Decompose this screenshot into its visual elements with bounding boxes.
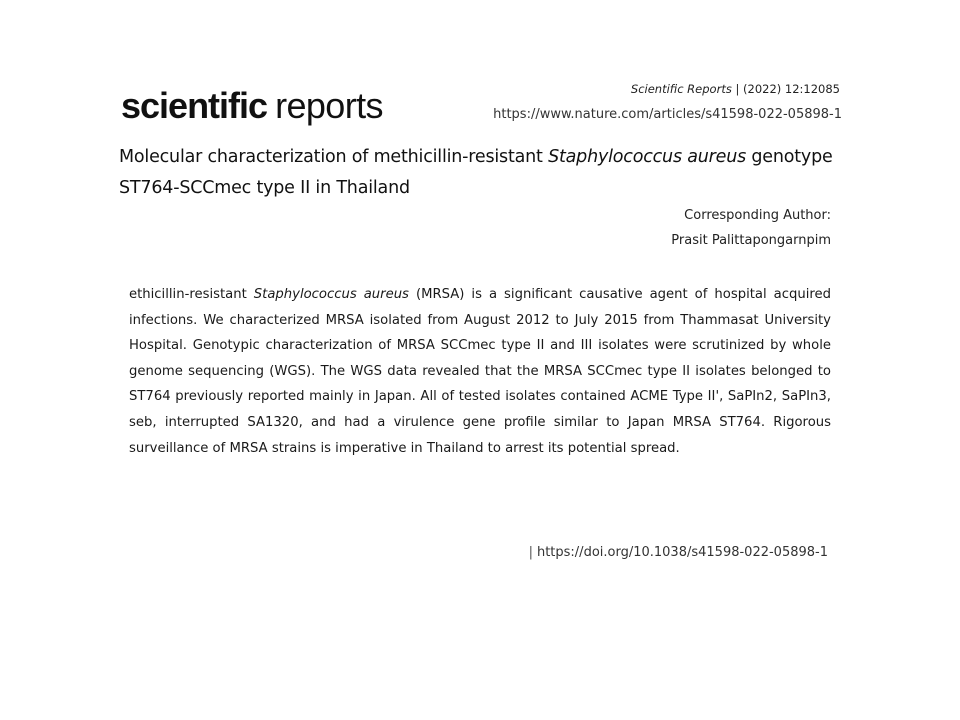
author-label: Corresponding Author:: [684, 208, 831, 223]
logo-word-bold: scientific: [121, 85, 268, 126]
citation-volume: | (2022) 12:12085: [731, 82, 840, 96]
citation-line: [631, 80, 840, 98]
article-title: [119, 142, 849, 204]
journal-logo: [121, 84, 383, 128]
abstract-species: Staphylococcus aureus: [253, 287, 409, 302]
abstract-lead: ethicillin-resistant: [129, 287, 254, 302]
author-name: Prasit Palittapongarnpim: [671, 233, 831, 248]
title-part-2: genotype ST764-SCCmec type II in Thailand: [119, 147, 833, 198]
doi-link[interactable]: https://doi.org/10.1038/s41598-022-05898-1: [536, 545, 828, 560]
logo-word-light: reports: [275, 85, 383, 126]
article-url-link[interactable]: https://www.nature.com/articles/s41598-022-05898-1: [493, 107, 842, 122]
title-species: Staphylococcus aureus: [548, 147, 747, 167]
title-part-1: Molecular characterization of methicillin-resistant: [119, 147, 549, 167]
abstract-body: (MRSA) is a significant causative agent of hospital acquired infections. We characterized MRSA isolated from August 2012 to July 2015 from Thammasat University Hospital. Genotypic characterization of MRSA SCCmec type II and III isolates were scrutinized by whole genome sequencing (WGS). The WGS data revealed that the MRSA SCCmec type II isolates belonged to ST764 previously reported mainly in Japan. All of tested isolates contained ACME Type II', SaPIn2, SaPIn3, seb, interrupted SA1320, and had a virulence gene profile similar to Japan MRSA ST764. Rigorous surveillance of MRSA strains is imperative in Thailand to arrest its potential spread.: [129, 287, 831, 456]
doi-line: [529, 543, 828, 563]
corresponding-author: [671, 203, 831, 253]
journal-name: Scientific Reports: [630, 82, 732, 96]
abstract-text: [129, 282, 831, 461]
doi-separator: |: [528, 545, 533, 560]
